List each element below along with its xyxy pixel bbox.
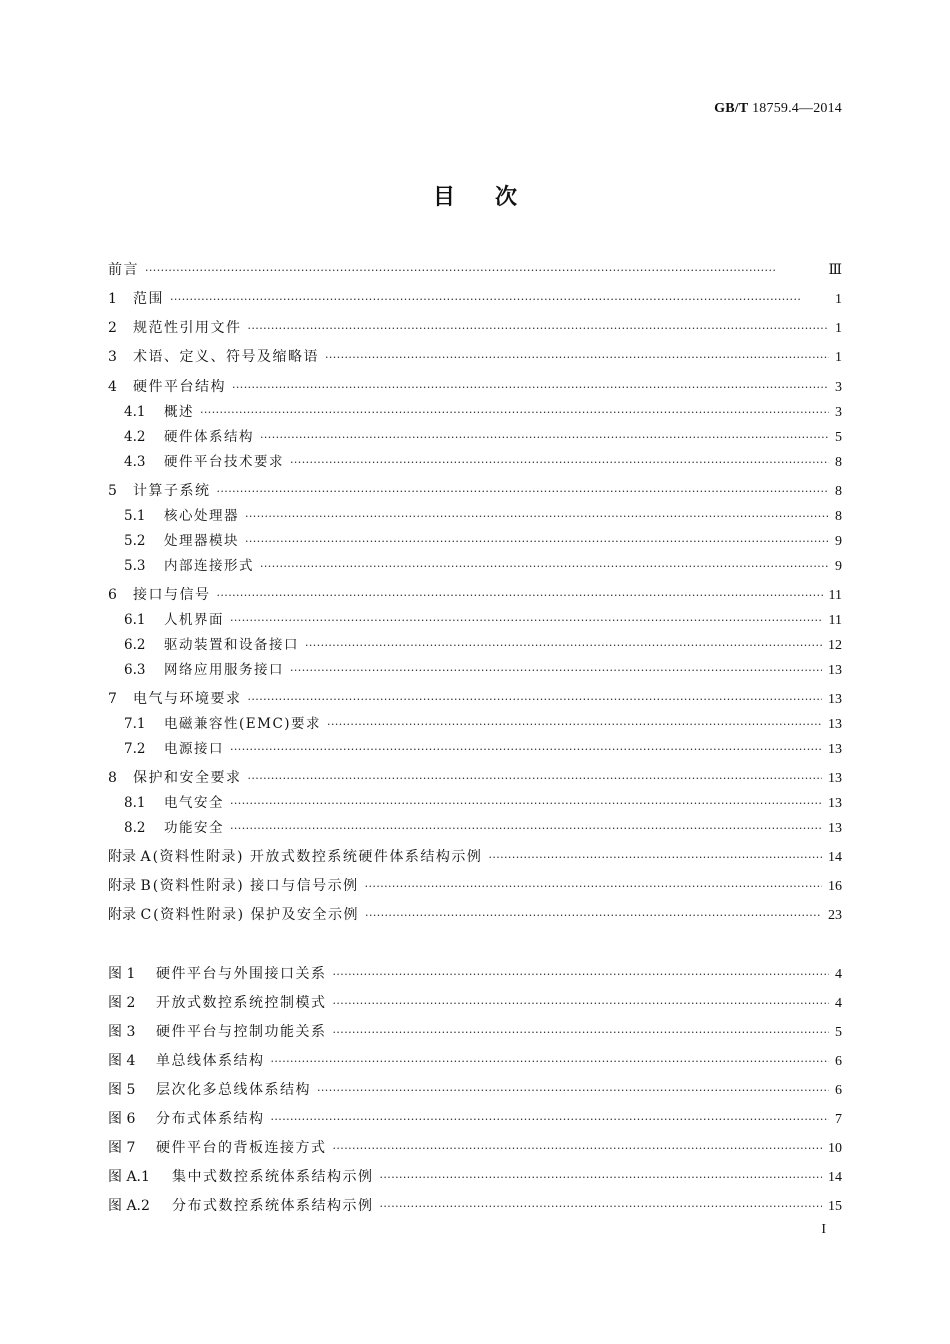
dot-leader <box>317 1080 829 1102</box>
toc-entry-page: 3 <box>835 380 842 395</box>
toc-entry[interactable] <box>108 426 842 448</box>
toc-entry-number: 5.3 <box>124 558 146 574</box>
dot-leader <box>333 964 830 986</box>
dot-leader <box>271 1051 830 1073</box>
dot-leader <box>260 427 829 449</box>
dot-leader <box>271 1109 830 1131</box>
toc-entry-title: 电磁兼容性(EMC)要求 <box>164 716 322 732</box>
toc-entry-page: 13 <box>828 796 842 811</box>
toc-entry-title: (资料性附录) 开放式数控系统硬件体系结构示例 <box>152 849 483 865</box>
toc-entry[interactable] <box>108 846 842 868</box>
dot-leader <box>290 452 829 474</box>
figure-number: 图 A.2 <box>108 1198 150 1214</box>
dot-leader <box>380 1167 823 1189</box>
dot-leader <box>232 377 829 399</box>
toc-entry-number: 1 <box>108 291 117 307</box>
dot-leader <box>333 1022 830 1044</box>
dot-leader <box>145 260 822 282</box>
toc-entry[interactable] <box>108 288 842 310</box>
toc-entry-number: 5.2 <box>124 533 146 549</box>
figure-title: 单总线体系结构 <box>156 1053 265 1069</box>
standard-code <box>714 101 842 117</box>
dot-leader <box>245 531 829 553</box>
toc-entry-page: 8 <box>835 484 842 499</box>
dot-leader <box>170 289 829 311</box>
toc-entry-number: 4.3 <box>124 454 146 470</box>
toc-entry-title: 核心处理器 <box>164 508 239 524</box>
toc-entry-number: 5 <box>108 483 117 499</box>
figure-page: 5 <box>835 1025 842 1040</box>
figure-page: 14 <box>828 1170 842 1185</box>
toc-entry-number: 6 <box>108 587 117 603</box>
toc-entry-number: 4.2 <box>124 429 146 445</box>
toc-entry-page: 23 <box>828 908 842 923</box>
toc-entry[interactable] <box>108 451 842 473</box>
figure-page: 7 <box>835 1112 842 1127</box>
toc-entry-title: 网络应用服务接口 <box>164 662 284 678</box>
toc-entry-page: Ⅲ <box>828 263 842 278</box>
dot-leader <box>305 635 822 657</box>
toc-entry[interactable] <box>108 875 842 897</box>
dot-leader <box>260 556 829 578</box>
figure-number: 图 A.1 <box>108 1169 150 1185</box>
toc-entry[interactable] <box>108 817 842 839</box>
figure-entry[interactable] <box>108 1079 842 1101</box>
toc-entry-number: 8 <box>108 770 117 786</box>
figure-page: 4 <box>835 996 842 1011</box>
toc-entry-title: 范围 <box>133 291 164 307</box>
toc-entry-page: 5 <box>835 430 842 445</box>
page-title: 目次 <box>432 185 557 210</box>
toc-entry-title: 前言 <box>108 262 139 278</box>
figure-page: 10 <box>828 1141 842 1156</box>
toc-entry-page: 13 <box>828 771 842 786</box>
dot-leader <box>333 993 830 1015</box>
toc-entry-title: (资料性附录) 保护及安全示例 <box>153 907 360 923</box>
toc-entry-title: 保护和安全要求 <box>133 770 242 786</box>
toc-entry[interactable] <box>108 317 842 339</box>
toc-entry-number: 7.2 <box>124 741 146 757</box>
figure-entry[interactable] <box>108 1195 842 1217</box>
standard-prefix: GB/T <box>714 101 749 116</box>
toc-entry-number: 8.2 <box>124 820 146 836</box>
toc-entry[interactable] <box>108 259 842 281</box>
figure-number: 图 2 <box>108 995 136 1011</box>
toc-entry-page: 3 <box>835 405 842 420</box>
figure-entry[interactable] <box>108 992 842 1014</box>
toc-entry-title: 处理器模块 <box>164 533 239 549</box>
toc-entry-number: 6.1 <box>124 612 146 628</box>
toc-entry-title: 电气安全 <box>164 795 224 811</box>
figure-entry[interactable] <box>108 1108 842 1130</box>
toc-entry-number: 附录 A <box>108 849 151 865</box>
toc-entry[interactable] <box>108 792 842 814</box>
toc-entry-title: 功能安全 <box>164 820 224 836</box>
toc-entry[interactable] <box>108 480 842 502</box>
toc-entry-number: 7 <box>108 691 117 707</box>
toc-entry-title: 人机界面 <box>164 612 224 628</box>
dot-leader <box>230 739 822 761</box>
figure-page: 6 <box>835 1083 842 1098</box>
toc-entry-page: 13 <box>828 742 842 757</box>
figure-page: 15 <box>828 1199 842 1214</box>
toc-entry[interactable] <box>108 346 842 368</box>
toc-entry-title: (资料性附录) 接口与信号示例 <box>152 878 359 894</box>
figure-number: 图 6 <box>108 1111 136 1127</box>
toc-entry-number: 6.3 <box>124 662 146 678</box>
toc-entry-number: 3 <box>108 349 117 365</box>
toc-entry-title: 硬件体系结构 <box>164 429 254 445</box>
toc-entry-page: 11 <box>828 613 842 628</box>
dot-leader <box>325 347 829 369</box>
figure-entry[interactable] <box>108 963 842 985</box>
toc-entry-page: 13 <box>828 717 842 732</box>
toc-entry-title: 术语、定义、符号及缩略语 <box>133 349 319 365</box>
toc-entry-number: 2 <box>108 320 117 336</box>
toc-entry-page: 14 <box>828 850 842 865</box>
toc-entry-number: 附录 C <box>108 907 152 923</box>
toc-entry[interactable] <box>108 738 842 760</box>
dot-leader <box>248 689 823 711</box>
figure-entry[interactable] <box>108 1137 842 1159</box>
figure-page: 4 <box>835 967 842 982</box>
dot-leader <box>200 402 829 424</box>
figure-entry[interactable] <box>108 1021 842 1043</box>
dot-leader <box>248 318 830 340</box>
toc-entry-page: 1 <box>835 292 842 307</box>
dot-leader <box>248 768 823 790</box>
figure-entry[interactable] <box>108 1166 842 1188</box>
toc-entry-title: 内部连接形式 <box>164 558 254 574</box>
toc-entry[interactable] <box>108 584 842 606</box>
dot-leader <box>327 714 822 736</box>
toc-entry-page: 13 <box>828 663 842 678</box>
figure-title: 分布式体系结构 <box>156 1111 265 1127</box>
dot-leader <box>488 847 822 869</box>
toc-entry[interactable] <box>108 530 842 552</box>
toc-entry-page: 8 <box>835 509 842 524</box>
toc-entry-title: 电源接口 <box>164 741 224 757</box>
toc-entry-page: 9 <box>835 559 842 574</box>
figure-entry[interactable] <box>108 1050 842 1072</box>
toc-entry-page: 1 <box>835 350 842 365</box>
toc-entry[interactable] <box>108 688 842 710</box>
toc-entry[interactable] <box>108 505 842 527</box>
toc-entry-title: 计算子系统 <box>133 483 211 499</box>
toc-entry[interactable] <box>108 555 842 577</box>
dot-leader <box>380 1196 823 1218</box>
toc-entry-number: 6.2 <box>124 637 146 653</box>
figure-number: 图 7 <box>108 1140 136 1156</box>
toc-entry[interactable] <box>108 376 842 398</box>
toc-entry-number: 附录 B <box>108 878 151 894</box>
toc-entry-title: 接口与信号 <box>133 587 211 603</box>
toc-entry-title: 电气与环境要求 <box>133 691 242 707</box>
page-number: I <box>821 1222 826 1237</box>
toc-entry-page: 13 <box>828 821 842 836</box>
toc-entry-title: 硬件平台结构 <box>133 379 226 395</box>
toc-entry-page: 16 <box>828 879 842 894</box>
toc-entry[interactable] <box>108 713 842 735</box>
toc-entry-page: 1 <box>835 321 842 336</box>
toc-entry[interactable] <box>108 659 842 681</box>
toc-entry[interactable] <box>108 401 842 423</box>
toc-entry[interactable] <box>108 904 842 926</box>
toc-entry[interactable] <box>108 634 842 656</box>
toc-entry[interactable] <box>108 609 842 631</box>
toc-entry-number: 4.1 <box>124 404 146 420</box>
dot-leader <box>217 585 823 607</box>
dot-leader <box>217 481 830 503</box>
toc-entry-page: 13 <box>828 692 842 707</box>
figure-number: 图 4 <box>108 1053 136 1069</box>
dot-leader <box>245 506 829 528</box>
toc-entry-title: 驱动装置和设备接口 <box>164 637 299 653</box>
figure-title: 开放式数控系统控制模式 <box>156 995 327 1011</box>
figure-title: 硬件平台的背板连接方式 <box>156 1140 327 1156</box>
toc-entry-title: 概述 <box>164 404 194 420</box>
figure-title: 分布式数控系统体系结构示例 <box>172 1198 374 1214</box>
figure-number: 图 1 <box>108 966 136 982</box>
dot-leader <box>365 876 822 898</box>
figure-page: 6 <box>835 1054 842 1069</box>
dot-leader <box>365 905 822 927</box>
toc-entry-number: 4 <box>108 379 117 395</box>
toc-entry-page: 8 <box>835 455 842 470</box>
toc-entry-title: 规范性引用文件 <box>133 320 242 336</box>
dot-leader <box>230 610 823 632</box>
toc-entry-number: 7.1 <box>124 716 146 732</box>
figure-number: 图 3 <box>108 1024 136 1040</box>
toc-entry-number: 8.1 <box>124 795 146 811</box>
toc-entry[interactable] <box>108 767 842 789</box>
toc-entry-number: 5.1 <box>124 508 146 524</box>
figure-title: 层次化多总线体系结构 <box>156 1082 311 1098</box>
figure-number: 图 5 <box>108 1082 136 1098</box>
standard-number: 18759.4—2014 <box>752 101 842 116</box>
figure-title: 集中式数控系统体系结构示例 <box>172 1169 374 1185</box>
figure-title: 硬件平台与控制功能关系 <box>156 1024 327 1040</box>
toc-entry-page: 11 <box>828 588 842 603</box>
dot-leader <box>230 793 822 815</box>
toc-entry-page: 12 <box>828 638 842 653</box>
toc-entry-title: 硬件平台技术要求 <box>164 454 284 470</box>
dot-leader <box>230 818 822 840</box>
figure-title: 硬件平台与外围接口关系 <box>156 966 327 982</box>
dot-leader <box>333 1138 823 1160</box>
dot-leader <box>290 660 822 682</box>
toc-entry-page: 9 <box>835 534 842 549</box>
